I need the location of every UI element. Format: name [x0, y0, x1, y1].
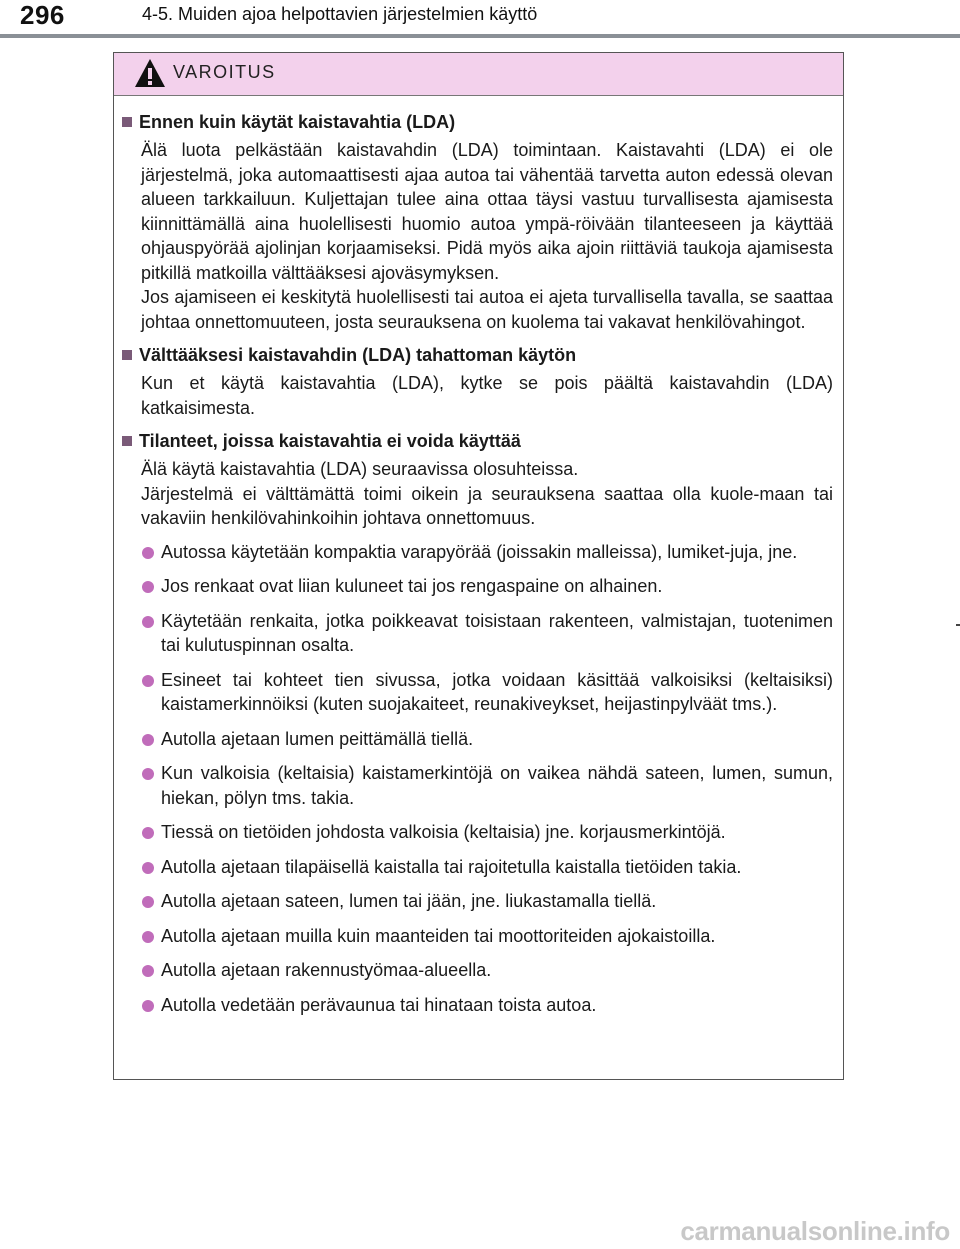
- dot-bullet-icon: [142, 965, 154, 977]
- list-item: [120, 727, 833, 752]
- warning-content: [114, 96, 843, 1017]
- dot-bullet-icon: [142, 768, 154, 780]
- paragraph: Älä luota pelkästään kaistavahdin (LDA) toimintaan. Kaistavahti (LDA) ei ole järjestelmä, joka automaattisesti ajaa autoa tai vähentää tarvetta auton edessä olevan alueen tarkkailuun. Kuljettajan tulee aina ottaa täysi vastuu turvallisesta ajamisesta kiinnittämällä aina huolellisesti huomio autoa ympä-röivään tilanteeseen ja käyttää ohjauspyörää ajolinjan korjaamiseksi. Pidä myös aika ajoin riittäviä taukoja ajamisesta pitkillä matkoilla välttääksesi ajoväsymyksen.: [141, 140, 833, 283]
- chapter-title: 4-5. Muiden ajoa helpottavien järjestelmien käyttö: [142, 4, 538, 24]
- dot-bullet-icon: [142, 675, 154, 687]
- list-item-text: Autolla vedetään perävaunua tai hinataan toista autoa.: [161, 994, 597, 1015]
- warning-header: [114, 53, 843, 96]
- section-before-use: [120, 110, 833, 334]
- dot-bullet-icon: [142, 896, 154, 908]
- warning-triangle-icon: [134, 58, 166, 88]
- section-unintended-use: [120, 343, 833, 420]
- condition-list: [120, 540, 833, 1018]
- list-item: [120, 958, 833, 983]
- list-item-text: Kun valkoisia (keltaisia) kaistamerkintöjä on vaikea nähdä sateen, lumen, sumun, hiekan, pölyn tms. takia.: [161, 763, 833, 808]
- dot-bullet-icon: [142, 1000, 154, 1012]
- paragraph: Jos ajamiseen ei keskitytä huolellisesti tai autoa ei ajeta turvallisella tavalla, se saattaa johtaa onnettomuuteen, josta seurauksena on kuolema tai vakavat henkilövahingot.: [141, 287, 833, 332]
- dot-bullet-icon: [142, 734, 154, 746]
- list-item-text: Autossa käytetään kompaktia varapyörää (joissakin malleissa), lumiket-juja, jne.: [161, 541, 798, 562]
- paragraph: Kun et käytä kaistavahtia (LDA), kytke se pois päältä kaistavahdin (LDA) katkaisimesta.: [141, 373, 833, 418]
- section-unusable-conditions: [120, 429, 833, 1017]
- list-item-text: Autolla ajetaan tilapäisellä kaistalla tai rajoitetulla kaistalla tietöiden takia.: [161, 856, 742, 877]
- dot-bullet-icon: [142, 616, 154, 628]
- square-bullet-icon: [122, 350, 132, 360]
- margin-tick: [956, 624, 960, 626]
- list-item-text: Autolla ajetaan rakennustyömaa-alueella.: [161, 960, 492, 980]
- section-heading: [120, 343, 833, 367]
- header-divider: [0, 34, 960, 38]
- list-item: [120, 993, 833, 1018]
- list-item-text: Autolla ajetaan sateen, lumen tai jään, jne. liukastamalla tiellä.: [161, 891, 657, 911]
- section-heading-text: Tilanteet, joissa kaistavahtia ei voida käyttää: [139, 431, 521, 451]
- list-item: [120, 540, 833, 565]
- dot-bullet-icon: [142, 827, 154, 839]
- warning-label: VAROITUS: [173, 62, 276, 82]
- dot-bullet-icon: [142, 547, 154, 559]
- watermark-brand: carmanualsonline.info: [680, 1216, 950, 1246]
- section-heading: [120, 110, 833, 134]
- page-number: 296: [20, 0, 65, 30]
- list-item-text: Tiessä on tietöiden johdosta valkoisia (keltaisia) jne. korjausmerkintöjä.: [161, 822, 726, 842]
- list-item: [120, 855, 833, 880]
- list-item: [120, 924, 833, 949]
- list-item-text: Autolla ajetaan muilla kuin maanteiden tai moottoriteiden ajokaistoilla.: [161, 925, 716, 946]
- list-item: [120, 889, 833, 914]
- square-bullet-icon: [122, 117, 132, 127]
- list-item-text: Jos renkaat ovat liian kuluneet tai jos rengaspaine on alhainen.: [161, 576, 663, 596]
- paragraph: Älä käytä kaistavahtia (LDA) seuraavissa olosuhteissa.: [141, 459, 579, 479]
- list-item: [120, 609, 833, 658]
- list-item-text: Käytetään renkaita, jotka poikkeavat toisistaan rakenteen, valmistajan, tuotenimen tai kulutuspinnan osalta.: [161, 610, 833, 655]
- square-bullet-icon: [122, 436, 132, 446]
- list-item-text: Autolla ajetaan lumen peittämällä tiellä.: [161, 728, 474, 749]
- list-item: [120, 574, 833, 599]
- section-heading-text: Ennen kuin käytät kaistavahtia (LDA): [139, 112, 456, 132]
- list-item: [120, 820, 833, 845]
- dot-bullet-icon: [142, 581, 154, 593]
- section-heading-text: Välttääksesi kaistavahdin (LDA) tahattoman käytön: [139, 345, 577, 365]
- list-item-text: Esineet tai kohteet tien sivussa, jotka voidaan käsittää valkoisiksi (keltaisiksi) kaistamerkinnöiksi (kuten suojakaiteet, reunakiveykset, heijastinpylväät tms.).: [161, 669, 833, 714]
- warning-box: [113, 52, 844, 1080]
- list-item: [120, 668, 833, 717]
- list-item: [120, 761, 833, 810]
- dot-bullet-icon: [142, 931, 154, 943]
- section-heading: [120, 429, 833, 453]
- dot-bullet-icon: [142, 862, 154, 874]
- paragraph: Järjestelmä ei välttämättä toimi oikein ja seurauksena saattaa olla kuole-maan tai vakaviin henkilövahinkoihin johtava onnettomuus.: [141, 483, 833, 528]
